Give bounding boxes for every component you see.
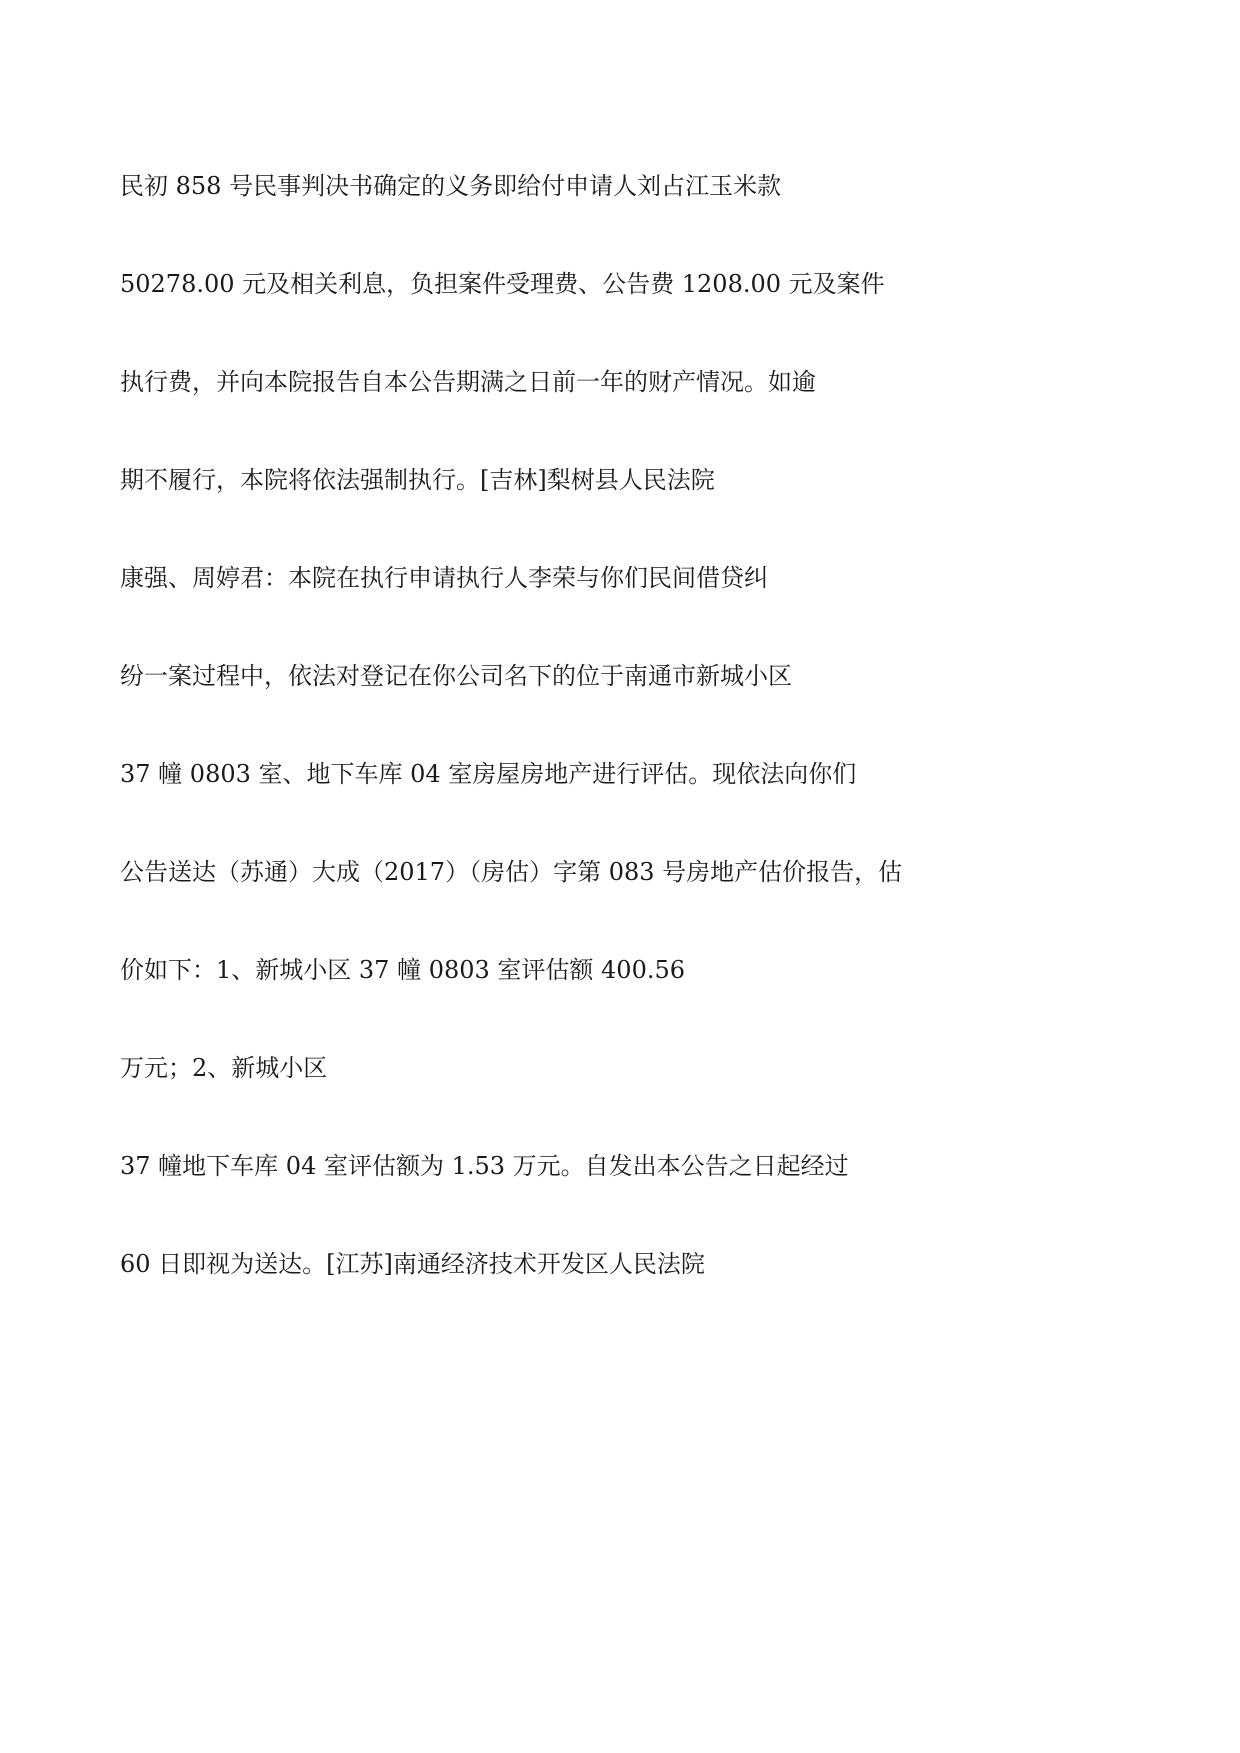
text-line: 执行费，并向本院报告自本公告期满之日前一年的财产情况。如逾 — [120, 368, 816, 396]
notice-text-block — [120, 170, 1120, 1346]
text-line: 37 幢地下车库 04 室评估额为 1.53 万元。自发出本公告之日起经过 — [120, 1152, 849, 1180]
text-line: 价如下：1、新城小区 37 幢 0803 室评估额 400.56 — [120, 956, 686, 984]
text-line: 50278.00 元及相关利息，负担案件受理费、公告费 1208.00 元及案件 — [120, 270, 885, 298]
text-line: 民初 858 号民事判决书确定的义务即给付申请人刘占江玉米款 — [120, 172, 782, 200]
text-line: 康强、周婷君：本院在执行申请执行人李荣与你们民间借贷纠 — [120, 564, 768, 592]
text-line: 37 幢 0803 室、地下车库 04 室房屋房地产进行评估。现依法向你们 — [120, 760, 857, 788]
text-line: 公告送达（苏通）大成（2017）（房估）字第 083 号房地产估价报告，估 — [120, 858, 903, 886]
text-line: 60 日即视为送达。[江苏]南通经济技术开发区人民法院 — [120, 1250, 705, 1278]
text-line: 万元；2、新城小区 — [120, 1054, 328, 1082]
text-line: 期不履行，本院将依法强制执行。[吉林]梨树县人民法院 — [120, 466, 715, 494]
text-line: 纷一案过程中，依法对登记在你公司名下的位于南通市新城小区 — [120, 662, 792, 690]
